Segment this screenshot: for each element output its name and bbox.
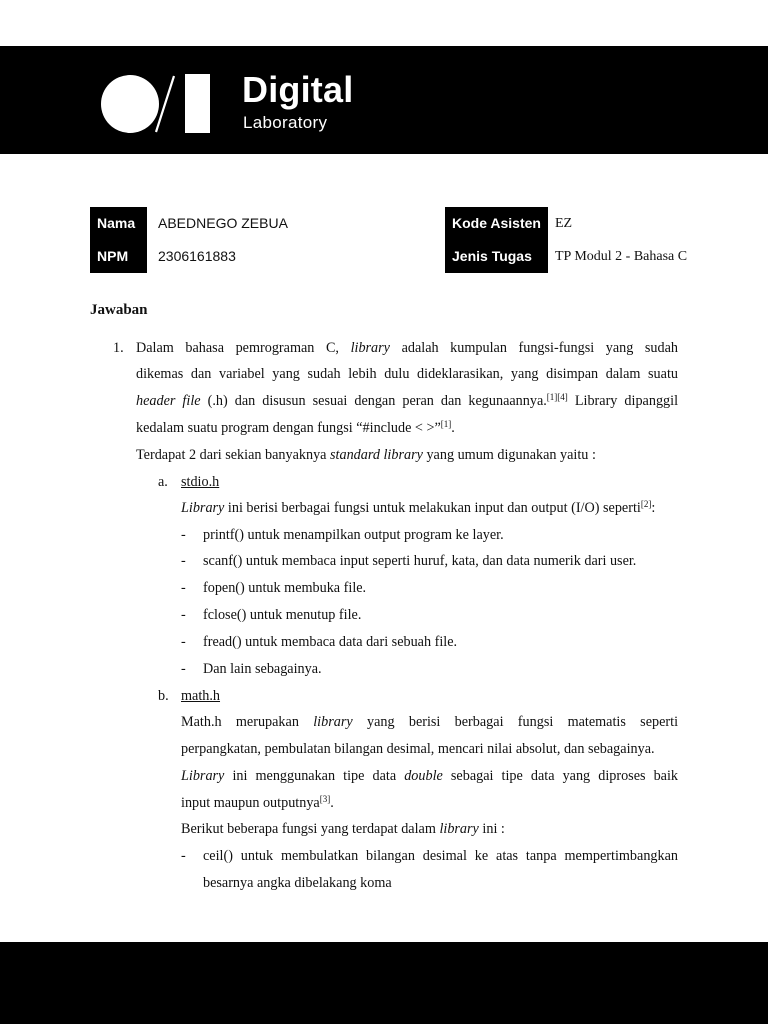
list-item: printf() untuk menampilkan output program ke layer. [203, 527, 504, 543]
paragraph-line: Berikut beberapa fungsi yang terdapat dalam library ini : [181, 821, 505, 837]
kode-asisten-label: Kode Asisten [445, 207, 548, 240]
paragraph-line: Library ini menggunakan tipe data double sebagai tipe data yang diproses baik [181, 768, 679, 784]
header-banner [0, 46, 768, 154]
list-item: scanf() untuk membaca input seperti huruf, kata, dan data numerik dari user. [203, 553, 637, 569]
sub-list-title: math.h [181, 688, 221, 704]
jenis-tugas-value: TP Modul 2 - Bahasa C [555, 249, 688, 264]
paragraph-line: dikemas dan variabel yang sudah lebih dulu dideklarasikan, yang disimpan dalam suatu [136, 366, 678, 382]
paragraph-line: kedalam suatu program dengan fungsi “#include < >”[1]. [136, 419, 455, 436]
paragraph-line: Library ini berisi berbagai fungsi untuk melakukan input dan output (I/O) seperti[2]: [181, 499, 656, 516]
brand-title: Digital [242, 69, 354, 110]
list-item: fclose() untuk menutup file. [203, 607, 362, 623]
paragraph-line: input maupun outputnya[3]. [181, 794, 334, 811]
bullet-dash: - [181, 661, 186, 677]
paragraph-line: Terdapat 2 dari sekian banyaknya standard library yang umum digunakan yaitu : [136, 447, 596, 463]
list-item-continuation: besarnya angka dibelakang koma [203, 875, 392, 891]
bullet-dash: - [181, 580, 186, 596]
bullet-dash: - [181, 848, 186, 864]
brand-subtitle: Laboratory [243, 113, 328, 132]
paragraph-line: Math.h merupakan library yang berisi berbagai fungsi matematis seperti [181, 714, 679, 730]
jenis-tugas-label: Jenis Tugas [445, 240, 548, 273]
list-number: 1. [113, 340, 124, 356]
sub-list-title: stdio.h [181, 474, 220, 490]
sub-list-marker: b. [158, 688, 169, 704]
section-heading: Jawaban [90, 302, 148, 318]
paragraph-line: Dalam bahasa pemrograman C, library adalah kumpulan fungsi-fungsi yang sudah [136, 340, 679, 356]
bullet-dash: - [181, 634, 186, 650]
oi-logo-icon [100, 74, 212, 134]
paragraph-line: header file (.h) dan disusun sesuai dengan peran dan kegunaannya.[1][4] Library dipanggil [136, 392, 679, 409]
kode-asisten-value: EZ [555, 216, 573, 231]
bullet-dash: - [181, 607, 186, 623]
npm-label: NPM [90, 240, 147, 273]
sub-list-marker: a. [158, 474, 168, 490]
footer-banner [0, 942, 768, 1024]
paragraph-line: perpangkatan, pembulatan bilangan desimal, mencari nilai absolut, dan sebagainya. [181, 741, 655, 757]
list-item: ceil() untuk membulatkan bilangan desimal ke atas tanpa mempertimbangkan [203, 848, 678, 864]
nama-label: Nama [90, 207, 147, 240]
bullet-dash: - [181, 553, 186, 569]
list-item: fread() untuk membaca data dari sebuah file. [203, 634, 458, 650]
nama-value: ABEDNEGO ZEBUA [158, 215, 288, 231]
list-item: fopen() untuk membuka file. [203, 580, 367, 596]
npm-value: 2306161883 [158, 248, 236, 264]
list-item: Dan lain sebagainya. [203, 661, 322, 677]
bullet-dash: - [181, 527, 186, 543]
